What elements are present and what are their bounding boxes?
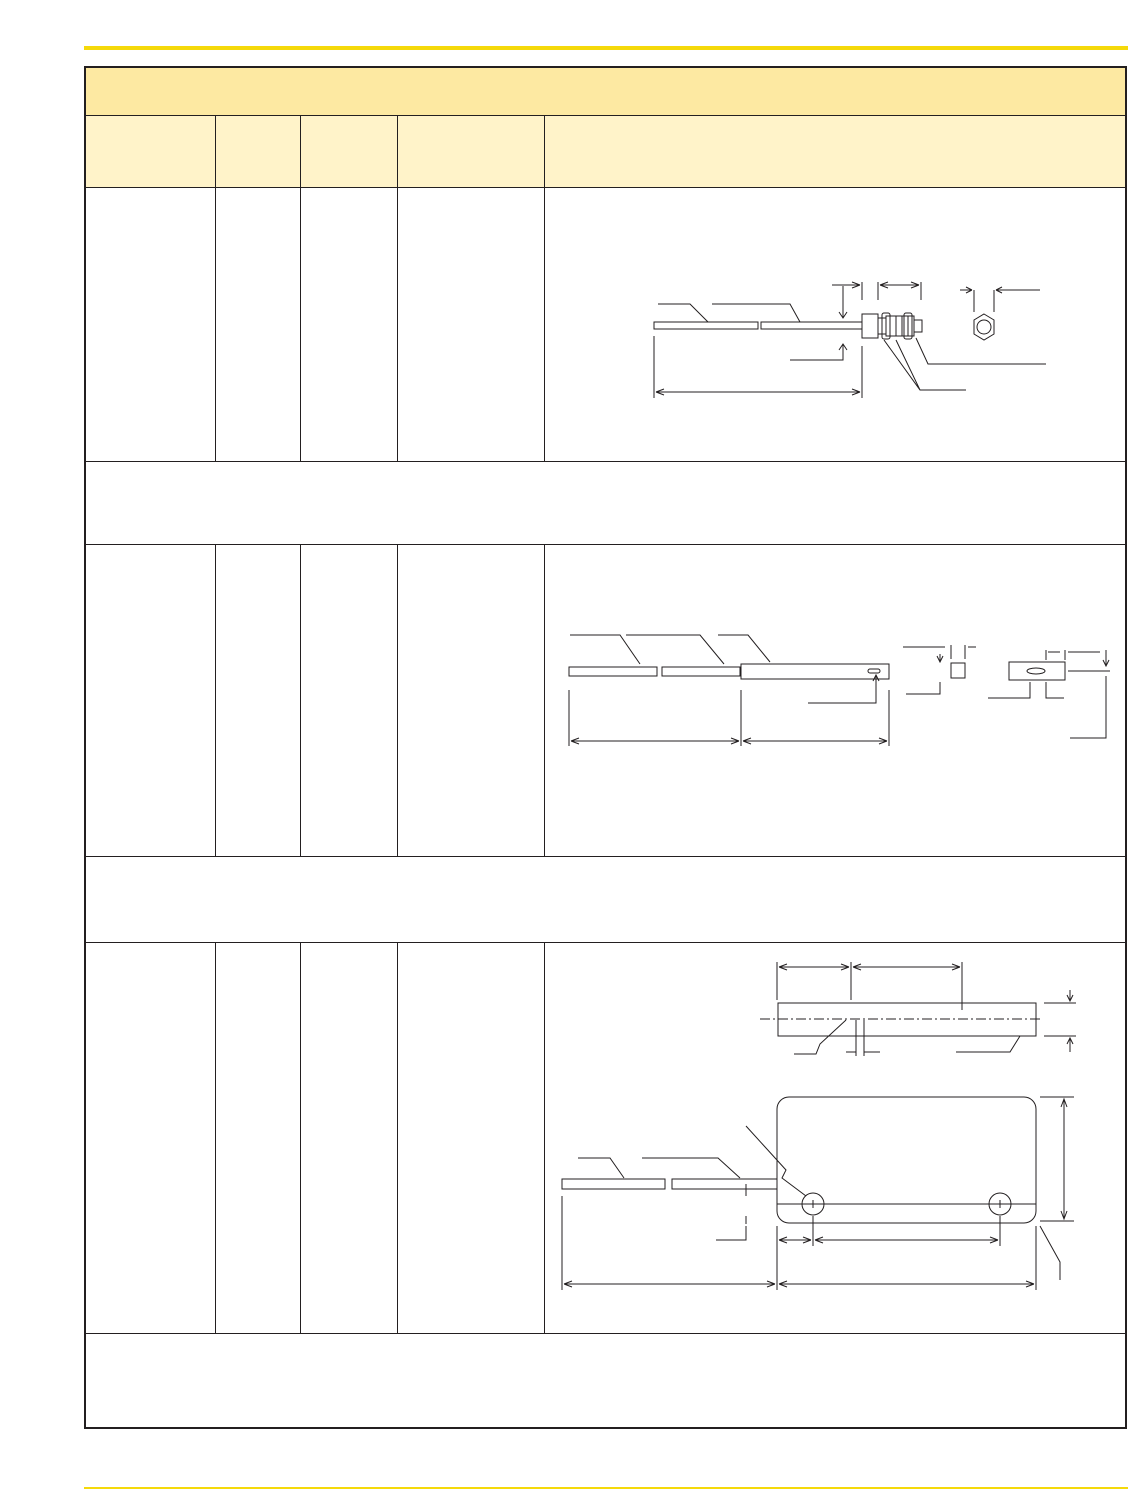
plate-mount-probe-drawing: [560, 960, 1080, 1290]
column-header-2: [217, 116, 301, 188]
table-title-band: [86, 68, 1125, 116]
flat-bar-probe-drawing: [560, 630, 1120, 750]
top-accent-rule: [84, 46, 1128, 50]
column-header-3: [302, 116, 397, 188]
column-header-1: [86, 116, 215, 188]
threaded-probe-drawing: [640, 270, 1060, 410]
table-header-row: [86, 116, 1125, 188]
column-header-4: [399, 116, 544, 188]
column-header-5: [546, 116, 1126, 188]
